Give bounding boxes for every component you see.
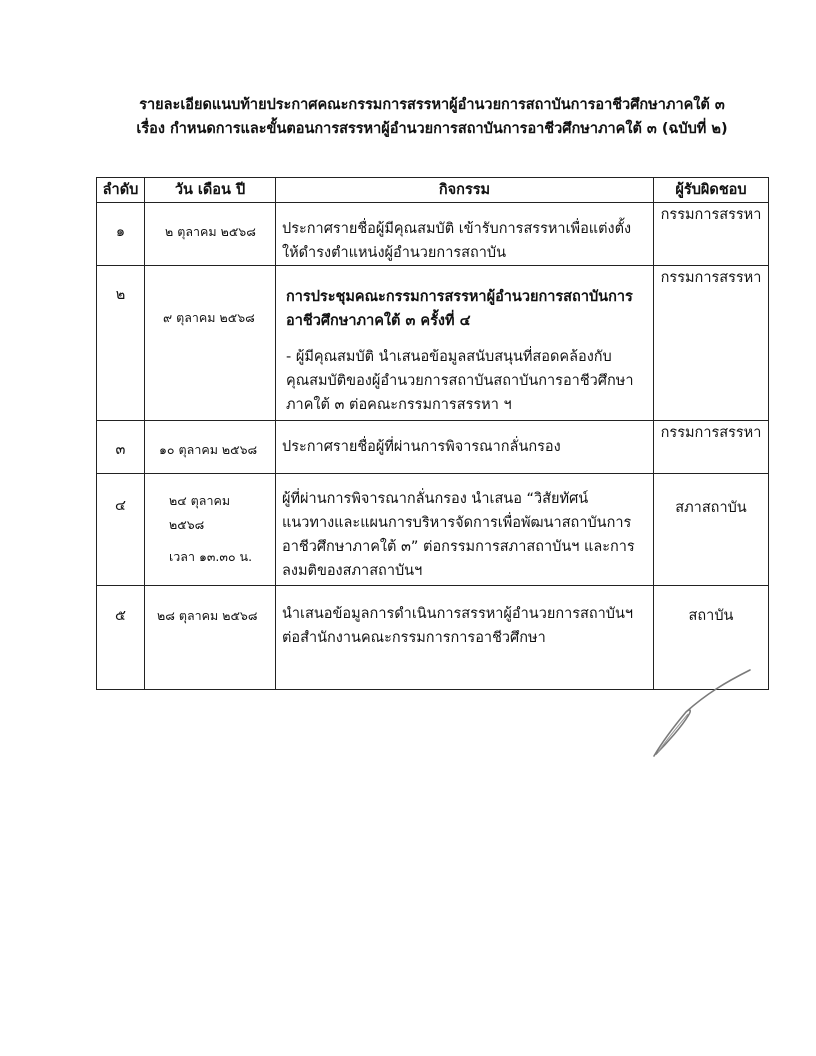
activity-text: - ผู้มีคุณสมบัติ นำเสนอข้อมูลสนับสนุนที่สอดคล้องกับคุณสมบัติของผู้อำนวยการสถาบันสถาบันการอาชีวศึกษาภาคใต้ ๓ ต่อคณะกรรมการสรรหา ฯ (286, 349, 634, 413)
header-responsible: ผู้รับผิดชอบ (654, 178, 769, 203)
row-date: ๑๐ ตุลาคม ๒๕๖๘ (145, 421, 276, 474)
table-row (97, 474, 769, 586)
activity-text: ผู้ที่ผ่านการพิจารณากลั่นกรอง นำเสนอ “วิสัยทัศน์ แนวทางและแผนการบริหารจัดการเพื่อพัฒนาสถาบันการอาชีวศึกษาภาคใต้ ๓” ต่อกรรมการสภาสถาบันฯ และการลงมติของสภาสถาบันฯ (282, 491, 635, 579)
activity-text: นำเสนอข้อมูลการดำเนินการสรรหาผู้อำนวยการสถาบันฯ ต่อสำนักงานคณะกรรมการการอาชีวศึกษา (282, 606, 634, 646)
schedule-table (96, 177, 769, 690)
activity-text: ประกาศรายชื่อผู้ที่ผ่านการพิจารณากลั่นกรอง (282, 439, 561, 455)
signature-mark (646, 664, 756, 764)
row-no: ๓ (97, 421, 145, 474)
row-activity (276, 266, 654, 421)
row-activity (276, 203, 654, 266)
row-responsible: กรรมการสรรหา (654, 203, 769, 266)
table-row (97, 421, 769, 474)
row-time: เวลา ๑๓.๓๐ น. (169, 549, 253, 564)
header-date: วัน เดือน ปี (145, 178, 276, 203)
row-date: ๙ ตุลาคม ๒๕๖๘ (145, 266, 276, 421)
row-activity (276, 586, 654, 690)
row-date-cell (145, 474, 276, 586)
row-responsible: กรรมการสรรหา (654, 266, 769, 421)
row-activity (276, 421, 654, 474)
header-no: ลำดับ (97, 178, 145, 203)
row-responsible: สถาบัน (654, 586, 769, 690)
header-activity: กิจกรรม (276, 178, 654, 203)
row-responsible: กรรมการสรรหา (654, 421, 769, 474)
row-date: ๒๘ ตุลาคม ๒๕๖๘ (145, 586, 276, 690)
row-date: ๒๔ ตุลาคม ๒๕๖๘ (169, 493, 231, 532)
row-no: ๒ (97, 266, 145, 421)
document-title-line-2: เรื่อง กำหนดการและขั้นตอนการสรรหาผู้อำนวยการสถาบันการอาชีวศึกษาภาคใต้ ๓ (ฉบับที่ ๒) (136, 121, 728, 137)
row-no: ๕ (97, 586, 145, 690)
activity-title: การประชุมคณะกรรมการสรรหาผู้อำนวยการสถาบันการอาชีวศึกษาภาคใต้ ๓ ครั้งที่ ๔ (286, 289, 633, 329)
row-activity (276, 474, 654, 586)
activity-text: ประกาศรายชื่อผู้มีคุณสมบัติ เข้ารับการสรรหาเพื่อแต่งตั้งให้ดำรงตำแหน่งผู้อำนวยการสถาบัน (282, 221, 632, 261)
table-row (97, 203, 769, 266)
table-header-row (97, 178, 769, 203)
row-no: ๑ (97, 203, 145, 266)
row-no: ๔ (97, 474, 145, 586)
row-responsible: สภาสถาบัน (654, 474, 769, 586)
document-title-line-1: รายละเอียดแนบท้ายประกาศคณะกรรมการสรรหาผู้อำนวยการสถาบันการอาชีวศึกษาภาคใต้ ๓ (139, 97, 725, 113)
row-date: ๒ ตุลาคม ๒๕๖๘ (145, 203, 276, 266)
table-row (97, 266, 769, 421)
